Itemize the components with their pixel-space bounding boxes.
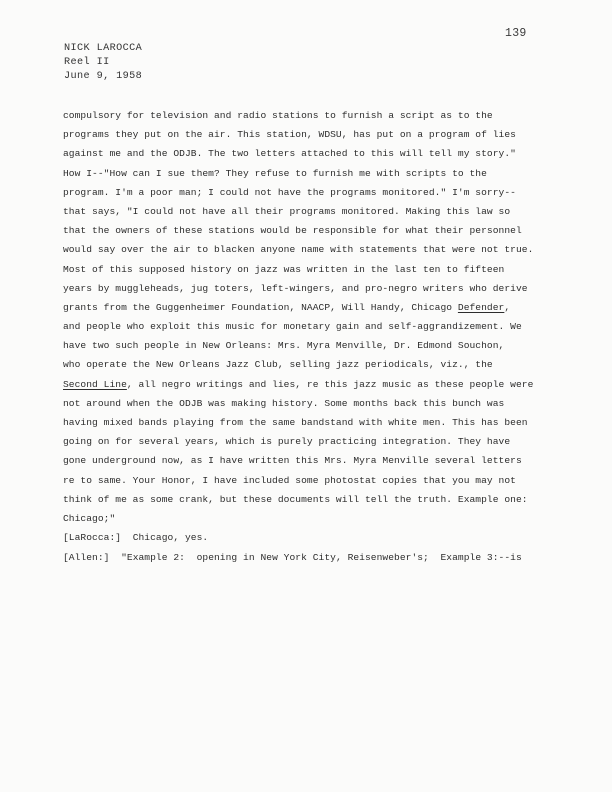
text-line: having mixed bands playing from the same bandstand with white men. This has been [63, 417, 528, 428]
dialogue-line [63, 548, 563, 568]
text-line: that says, "I could not have all their programs monitored. Making this law so [63, 205, 511, 217]
text-line: who operate the New Orleans Jazz Club, selling jazz periodicals, viz., the [63, 359, 493, 371]
text-line: not around when the ODJB was making history. Some months back this bunch was [63, 397, 505, 409]
text-line: compulsory for television and radio stations to furnish a script as to the [63, 110, 493, 121]
transcript-body [63, 106, 563, 568]
text-line: think of me as some crank, but these documents will tell the truth. Example one: [63, 493, 528, 505]
text-line: gone underground now, as I have written this Mrs. Myra Menville several letters [63, 455, 522, 467]
text-line: re to same. Your Honor, I have included some photostat copies that you may not [63, 474, 516, 486]
text-segment: , all negro writings and lies, re this jazz music as these people were [126, 378, 534, 390]
text-line: programs they put on the air. This station, WDSU, has put on a program of lies [63, 129, 516, 141]
text-line [63, 298, 563, 317]
text-line: going on for several years, which is purely practicing integration. They have [63, 436, 511, 448]
text-line: against me and the ODJB. The two letters attached to this will tell my story." [63, 148, 516, 160]
dialogue-text: Chicago, yes. [121, 532, 209, 544]
publication-title: Defender [457, 301, 505, 313]
interview-date: June 9, 1958 [64, 71, 143, 82]
dialogue-block [63, 528, 563, 568]
speaker-label: [Allen:] [63, 552, 110, 564]
text-segment: , [504, 301, 511, 313]
text-line: that the owners of these stations would be responsible for what their personnel [63, 225, 522, 237]
text-line: have two such people in New Orleans: Mrs. Myra Menville, Dr. Edmond Souchon, [63, 340, 505, 352]
text-line: and people who exploit this music for monetary gain and self-aggrandizement. We [63, 321, 522, 333]
text-line: program. I'm a poor man; I could not have the programs monitored." I'm sorry-- [63, 186, 516, 198]
speaker-label: [LaRocca:] [63, 532, 122, 544]
text-line: How I--"How can I sue them? They refuse to furnish me with scripts to the [63, 167, 487, 179]
publication-title: Second Line [63, 378, 127, 390]
dialogue-text: "Example 2: opening in New York City, Reisenweber's; Example 3:--is [109, 552, 522, 564]
text-line: Most of this supposed history on jazz was written in the last ten to fifteen [63, 263, 505, 275]
page-number: 139 [505, 27, 527, 40]
text-line: would say over the air to blacken anyone name with statements that were not true. [63, 244, 534, 256]
text-segment: grants from the Guggenheimer Foundation, NAACP, Will Handy, Chicago [63, 301, 458, 313]
dialogue-line [63, 528, 563, 548]
text-line: Chicago;" [63, 512, 116, 524]
transcript-header [64, 42, 142, 84]
reel-label: Reel II [64, 57, 110, 68]
interviewee-name: NICK LAROCCA [64, 43, 143, 54]
text-line [63, 375, 563, 394]
text-line: years by muggleheads, jug toters, left-wingers, and pro-negro writers who derive [63, 282, 528, 294]
